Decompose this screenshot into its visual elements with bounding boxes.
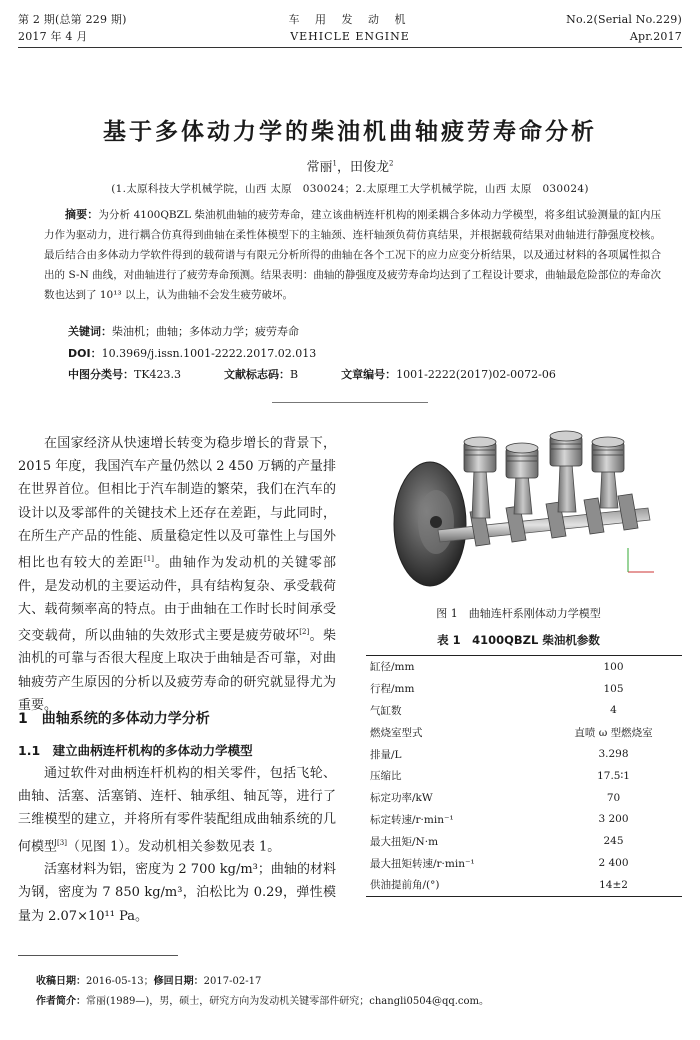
author-separator: ， (336, 160, 350, 175)
param-name: 标定转速/r·min⁻¹ (370, 813, 454, 826)
intro-text-c: 。柴油机的可靠与否很大程度上取决于曲轴是否可靠，对曲轴疲劳产生原因的分析以及疲劳寿命的研究就显得尤为重要。 (18, 628, 336, 713)
author-1: 常丽 (306, 160, 333, 175)
keywords-label: 关键词： (68, 325, 112, 338)
param-value: 105 (603, 682, 624, 695)
table-row (366, 830, 682, 852)
author-1-affil: 1 (332, 159, 337, 168)
doi-link[interactable]: 10.3969/j.issn.1001-2222.2017.02.013 (101, 347, 317, 360)
paper-title: 基于多体动力学的柴油机曲轴疲劳寿命分析 (103, 119, 597, 145)
author-2: 田俊龙 (350, 160, 390, 175)
param-name: 最大扭矩/N·m (370, 835, 439, 848)
param-value: 245 (603, 835, 624, 848)
param-name: 压缩比 (370, 770, 402, 783)
clc-label: 中图分类号： (68, 368, 134, 381)
param-value: 70 (606, 791, 621, 804)
revised-date: 2017-02-17 (203, 976, 262, 987)
affiliation: (1.太原科技大学机械学院，山西 太原 030024；2.太原理工大学机械学院，山西 太原 030024) (111, 183, 589, 195)
author-line (0, 156, 700, 175)
param-value: 17.5∶1 (597, 769, 630, 782)
param-name: 供油提前角/(°) (366, 874, 545, 896)
received-label: 收稿日期： (36, 976, 86, 987)
footnote-rule (18, 955, 178, 956)
abstract-label: 摘要： (65, 208, 99, 221)
table-row (366, 700, 682, 722)
flywheel (394, 462, 466, 586)
crankshaft (438, 494, 650, 546)
article-no-label: 文章编号： (341, 368, 397, 381)
intro-text-b: 。曲轴作为发动机的关键零部件，是发动机的主要运动件，具有结构复杂、承受载荷大、载荷频率高的特点。由于曲轴在工作时长时间承受交变载荷，所以曲轴的失效形式主要是疲劳破坏 (18, 555, 336, 644)
issue-number-en: No.2(Serial No.229) (566, 13, 682, 26)
issue-date-en: Apr.2017 (629, 30, 682, 43)
author-bio (36, 992, 489, 1007)
reference-2[interactable]: [2] (299, 627, 310, 636)
doc-code-value: B (290, 368, 299, 381)
param-name: 标定功率/kW (370, 792, 433, 805)
doc-code-label: 文献标志码： (224, 368, 291, 381)
figure-1-caption: 图 1 曲轴连杆系刚体动力学模型 (436, 607, 601, 620)
param-value: 2 400 (598, 857, 629, 870)
intro-text-a: 在国家经济从快速增长转变为稳步增长的背景下，2015 年度，我国汽车产量仍然以 2 450 万辆的产量排在世界首位。但相比于汽车制造的繁荣，我们在汽车的设计以及零部件的关键技术上还存在差距，与此同时，在所生产产品的性能、质量稳定性以及可靠性上与国外相比也有较大的差距 (18, 436, 336, 571)
reference-3[interactable]: [3] (57, 838, 67, 847)
param-value: 3 200 (598, 813, 629, 826)
issue-date: 2017 年 4 月 (18, 30, 88, 43)
table-row (366, 765, 682, 787)
abstract (44, 205, 661, 305)
keywords-text: 柴油机；曲轴；多体动力学；疲劳寿命 (112, 325, 299, 338)
param-name: 行程/mm (370, 683, 415, 696)
table-row (366, 678, 682, 700)
doi-label: DOI： (68, 347, 102, 360)
pistons (464, 431, 624, 478)
reference-1[interactable]: [1] (144, 555, 154, 564)
param-value: 4 (610, 704, 617, 717)
table-row (366, 721, 682, 743)
table-row (366, 809, 682, 831)
table-row (366, 656, 682, 678)
param-value: 直喷 ω 型燃烧室 (574, 726, 653, 739)
crankshaft-model-figure (378, 412, 668, 602)
received-dates (36, 972, 261, 987)
table-row (366, 874, 682, 896)
journal-name-en: VEHICLE ENGINE (290, 30, 410, 43)
p2-text-b: （见图 1）。发动机相关参数见表 1。 (66, 838, 281, 854)
p2-text-a: 通过软件对曲柄连杆机构的相关零件，包括飞轮、曲轴、活塞、活塞销、连杆、轴承组、轴瓦等，进行了三维模型的建立，并将所有零件装配组成曲轴系统的几何模型 (18, 766, 336, 854)
param-name: 缸径/mm (366, 656, 545, 678)
param-name: 气缸数 (370, 704, 402, 717)
param-name: 最大扭矩转速/r·min⁻¹ (370, 857, 475, 870)
author-2-affil: 2 (389, 159, 394, 168)
table-1-caption: 表 1 4100QBZL 柴油机参数 (437, 633, 600, 647)
section-1-1-body (18, 762, 336, 928)
section-1-heading: 1 曲轴系统的多体动力学分析 (18, 711, 210, 727)
engine-params-table (366, 655, 682, 897)
bio-text: 常丽(1989—)，男，硕士，研究方向为发动机关键零部件研究；changli0504@qq.com。 (86, 996, 490, 1007)
param-value: 100 (545, 656, 682, 678)
bio-label: 作者简介： (36, 996, 86, 1007)
section-1-1-heading: 1.1 建立曲柄连杆机构的多体动力学模型 (18, 743, 253, 758)
article-no-value: 1001-2222(2017)02-0072-06 (396, 368, 556, 381)
material-paragraph: 活塞材料为铝，密度为 2 700 kg/m³；曲轴的材料为钢，密度为 7 850 kg/m³，泊松比为 0.29，弹性模量为 2.07×10¹¹ Pa。 (18, 862, 336, 924)
abstract-text: 为分析 4100QBZL 柴油机曲轴的疲劳寿命，建立该曲柄连杆机构的刚柔耦合多体动力学模型，将多组试验测量的缸内压力作为驱动力，进行耦合仿真得到曲轴在柔性体模型下的主轴颈、连杆轴颈负荷仿真结果，并根据载荷结果对曲轴进行静强度校核。最后结合由多体动力学软件得到的载荷谱与有限元分析所得的曲轴在各个工况下的应力应变分析结果，以及通过材料的各项属性拟合出的 S-N 曲线，对曲轴进行了疲劳寿命预测。结果表明：曲轴的静强度及疲劳寿命均达到了工程设计要求，曲轴最危险部位的寿命次数也达到了 10¹³ 以上，认为曲轴不会发生疲劳破坏。 (44, 209, 661, 301)
revised-label: 修回日期： (153, 976, 204, 987)
received-date: 2016-05-13； (86, 976, 154, 987)
axis-marker (628, 548, 654, 572)
table-row (366, 852, 682, 874)
header-rule (18, 47, 682, 48)
classification-line (68, 366, 556, 382)
journal-name-cn: 车 用 发 动 机 (288, 13, 412, 26)
param-value: 3.298 (598, 748, 629, 761)
keywords (68, 323, 299, 339)
param-name: 燃烧室型式 (370, 726, 423, 739)
table-row (366, 743, 682, 765)
table-row (366, 787, 682, 809)
param-name: 排量/L (370, 748, 402, 761)
abstract-divider (272, 402, 428, 403)
param-value: 14±2 (545, 874, 682, 896)
intro-paragraph (18, 432, 336, 717)
doi (68, 345, 316, 361)
clc-value: TK423.3 (134, 368, 182, 381)
issue-number: 第 2 期(总第 229 期) (18, 13, 127, 26)
